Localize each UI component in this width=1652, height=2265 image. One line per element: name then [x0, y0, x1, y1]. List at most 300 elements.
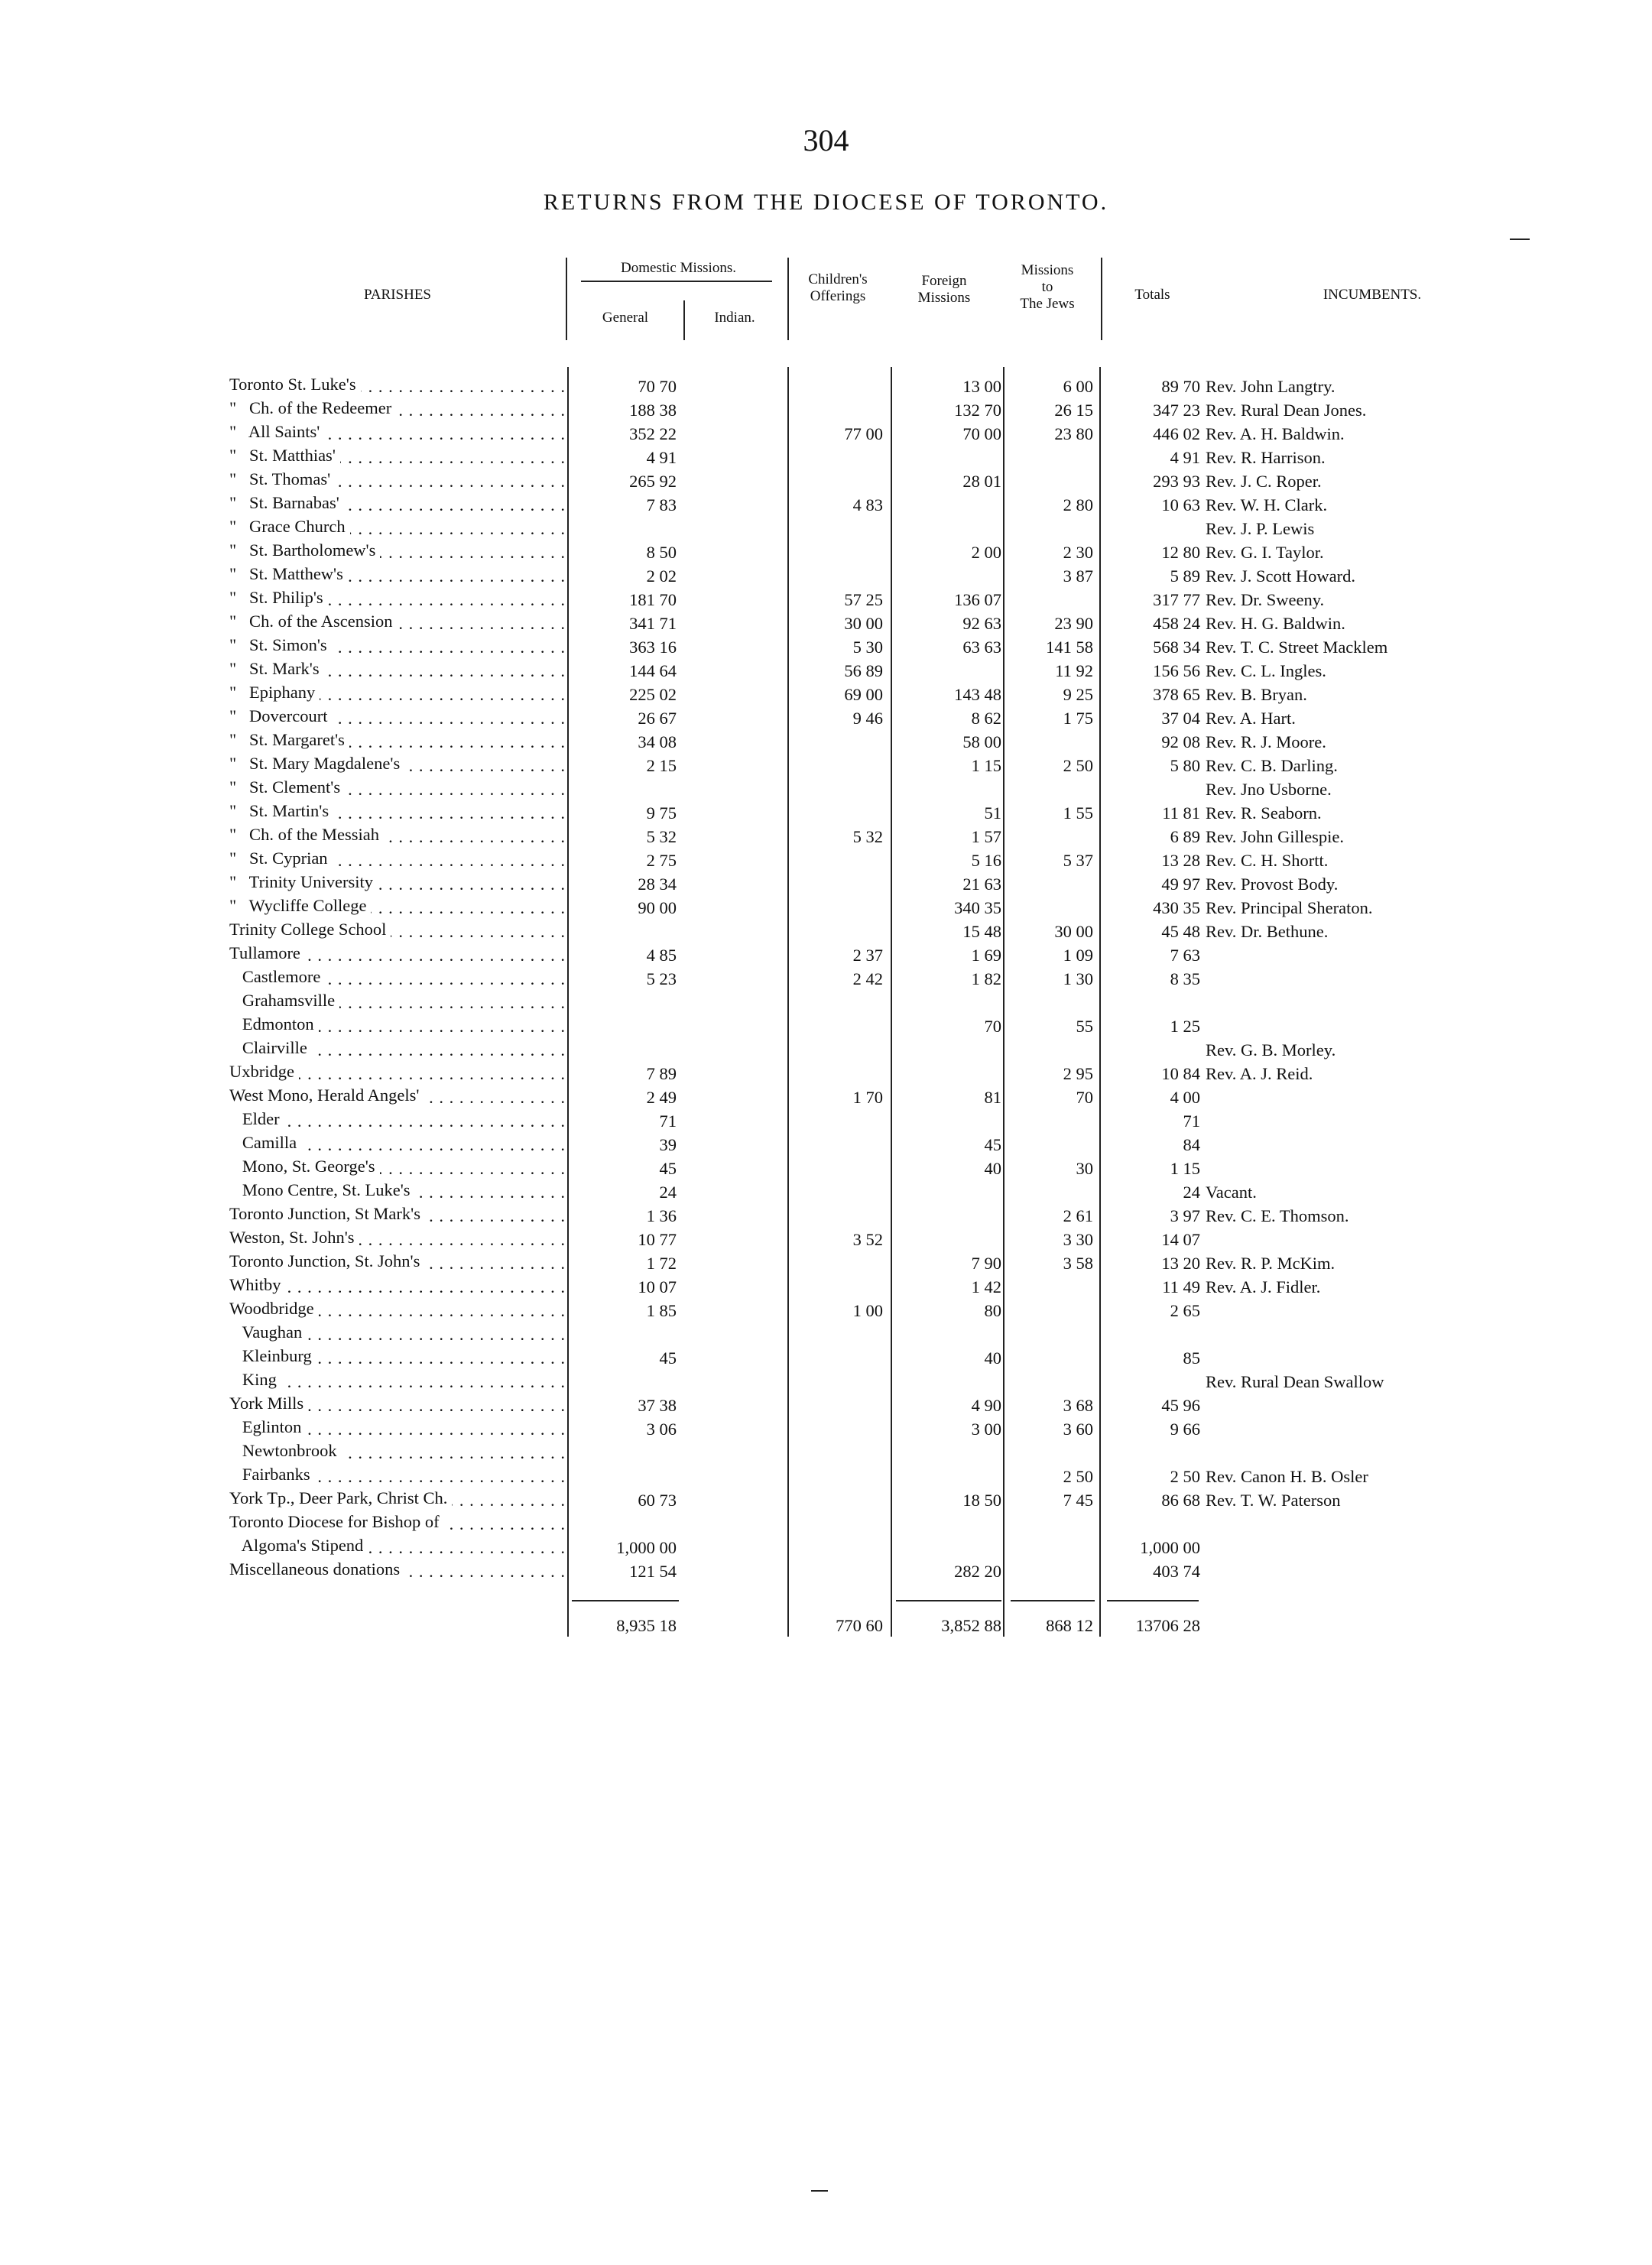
parish-cell — [229, 1417, 566, 1441]
total-cell: 378 65 — [1153, 685, 1200, 704]
table-row — [0, 1085, 1652, 1109]
parish-cell — [229, 1228, 566, 1251]
foreign-cell: 21 63 — [962, 875, 1001, 894]
parish-name: " St. Matthias' — [229, 446, 340, 465]
parish-cell — [229, 825, 566, 849]
table-row — [0, 1559, 1652, 1583]
header-foreign-line2: Missions — [917, 290, 971, 306]
parish-cell — [229, 943, 566, 967]
foreign-cell: 136 07 — [954, 590, 1001, 609]
general-cell: 7 89 — [646, 1064, 677, 1083]
header-incumbents: INCUMBENTS. — [1323, 287, 1422, 303]
table-row — [0, 967, 1652, 991]
foreign-cell: 15 48 — [962, 922, 1001, 941]
table-row — [0, 1488, 1652, 1512]
table-row — [0, 1038, 1652, 1062]
incumbent-cell: Rev. Dr. Sweeny. — [1206, 590, 1325, 609]
total-cell: 4 00 — [1170, 1088, 1200, 1107]
general-cell: 26 67 — [638, 709, 677, 728]
incumbent-cell: Rev. Dr. Bethune. — [1206, 922, 1329, 941]
parish-cell — [229, 1465, 566, 1488]
general-cell: 60 73 — [638, 1491, 677, 1510]
parish-cell — [229, 1109, 566, 1133]
sum-rule — [896, 1600, 1001, 1601]
total-general-cell: 8,935 18 — [616, 1616, 677, 1635]
general-cell: 352 22 — [629, 424, 677, 443]
total-children-cell: 770 60 — [836, 1616, 883, 1635]
header-parishes: PARISHES — [363, 287, 431, 303]
parish-name: Clairville — [229, 1038, 312, 1057]
total-cell: 430 35 — [1153, 898, 1200, 917]
total-cell: 84 — [1183, 1135, 1200, 1154]
table-row — [0, 422, 1652, 446]
table-row — [0, 1014, 1652, 1038]
general-cell: 71 — [659, 1111, 677, 1131]
parish-cell — [229, 564, 566, 588]
table-row — [0, 564, 1652, 588]
general-cell: 10 07 — [638, 1277, 677, 1296]
table-row — [0, 1062, 1652, 1085]
parish-name: West Mono, Herald Angels' — [229, 1085, 424, 1105]
jews-cell: 1 30 — [1063, 969, 1093, 988]
parish-cell — [229, 1133, 566, 1157]
general-cell: 1 85 — [646, 1301, 677, 1320]
header-jews — [994, 262, 1101, 313]
total-cell: 71 — [1183, 1111, 1200, 1131]
children-cell: 2 37 — [852, 946, 883, 965]
total-cell: 5 80 — [1170, 756, 1200, 775]
parish-name: Whitby — [229, 1275, 286, 1294]
parish-name: York Tp., Deer Park, Christ Ch. — [229, 1488, 452, 1507]
general-cell: 70 70 — [638, 377, 677, 396]
incumbent-cell: Rev. C. L. Ingles. — [1206, 661, 1326, 680]
jews-cell: 26 15 — [1054, 401, 1093, 420]
table-row — [0, 612, 1652, 635]
parish-cell — [229, 1157, 566, 1180]
jews-cell: 2 30 — [1063, 543, 1093, 562]
total-cell: 13 28 — [1161, 851, 1200, 870]
jews-cell: 11 92 — [1055, 661, 1093, 680]
general-cell: 2 02 — [646, 566, 677, 586]
incumbent-cell: Rev. T. C. Street Macklem — [1206, 638, 1388, 657]
parish-cell — [229, 1488, 566, 1512]
general-cell: 181 70 — [629, 590, 677, 609]
parish-name: " Ch. of the Ascension — [229, 612, 398, 631]
jews-cell: 2 80 — [1063, 495, 1093, 514]
table-row — [0, 446, 1652, 469]
foreign-cell: 2 00 — [971, 543, 1001, 562]
parish-name: " Trinity University — [229, 872, 378, 891]
parish-cell — [229, 1441, 566, 1465]
parish-cell — [229, 635, 566, 659]
incumbent-cell: Rev. Principal Sheraton. — [1206, 898, 1373, 917]
table-row — [0, 517, 1652, 540]
incumbent-cell: Rev. John Gillespie. — [1206, 827, 1345, 846]
general-cell: 225 02 — [629, 685, 677, 704]
header-children-line2: Offerings — [810, 288, 866, 304]
total-foreign-cell: 3,852 88 — [941, 1616, 1001, 1635]
total-cell: 568 34 — [1153, 638, 1200, 657]
parish-cell — [229, 777, 566, 801]
parish-name: " St. Clement's — [229, 777, 345, 797]
incumbent-cell: Rev. Jno Usborne. — [1206, 780, 1332, 799]
header-jews-line3: The Jews — [1020, 296, 1075, 312]
parish-name: " Ch. of the Redeemer — [229, 398, 396, 417]
parish-name: Fairbanks — [229, 1465, 315, 1484]
general-cell: 7 83 — [646, 495, 677, 514]
parish-cell — [229, 849, 566, 872]
total-cell: 89 70 — [1161, 377, 1200, 396]
general-cell: 39 — [659, 1135, 677, 1154]
parish-cell — [229, 1275, 566, 1299]
jews-cell: 7 45 — [1063, 1491, 1093, 1510]
parish-name: " St. Bartholomew's — [229, 540, 380, 560]
parish-name: Algoma's Stipend — [229, 1536, 368, 1555]
parish-name: Toronto Diocese for Bishop of — [229, 1512, 444, 1531]
incumbent-cell: Rev. Rural Dean Jones. — [1206, 401, 1367, 420]
table-row — [0, 493, 1652, 517]
incumbent-cell: Rev. J. Scott Howard. — [1206, 566, 1356, 586]
total-cell: 49 97 — [1161, 875, 1200, 894]
incumbent-cell: Rev. C. H. Shortt. — [1206, 851, 1329, 870]
header-foreign-line1: Foreign — [921, 273, 967, 289]
parish-name: " St. Margaret's — [229, 730, 349, 749]
jews-cell: 2 50 — [1063, 756, 1093, 775]
parish-cell — [229, 422, 566, 446]
table-header — [0, 256, 1652, 348]
foreign-cell: 70 — [984, 1017, 1001, 1036]
parish-cell — [229, 446, 566, 469]
total-cell: 1 25 — [1170, 1017, 1200, 1036]
parish-cell — [229, 683, 566, 706]
table-row — [0, 754, 1652, 777]
page-title: RETURNS FROM THE DIOCESE OF TORONTO. — [543, 190, 1109, 215]
total-cell: 4 91 — [1170, 448, 1200, 467]
foreign-cell: 40 — [984, 1159, 1001, 1178]
foreign-cell: 58 00 — [962, 732, 1001, 751]
general-cell: 341 71 — [629, 614, 677, 633]
table-row — [0, 1465, 1652, 1488]
foreign-cell: 1 69 — [971, 946, 1001, 965]
parish-cell — [229, 706, 566, 730]
sum-rule — [1107, 1600, 1199, 1601]
foreign-cell: 1 42 — [971, 1277, 1001, 1296]
foreign-cell: 63 63 — [962, 638, 1001, 657]
children-cell: 1 00 — [852, 1301, 883, 1320]
table-row — [0, 1417, 1652, 1441]
parish-cell — [229, 967, 566, 991]
incumbent-cell: Rev. J. P. Lewis — [1206, 519, 1315, 538]
jews-cell: 141 58 — [1046, 638, 1093, 657]
parish-name: Kleinburg — [229, 1346, 316, 1365]
total-cell: 10 84 — [1161, 1064, 1200, 1083]
parish-name: Tullamore — [229, 943, 305, 962]
parish-cell — [229, 991, 566, 1014]
children-cell: 9 46 — [852, 709, 883, 728]
jews-cell: 30 — [1076, 1159, 1093, 1178]
jews-cell: 5 37 — [1063, 851, 1093, 870]
table-row — [0, 706, 1652, 730]
totals-row — [0, 1614, 1652, 1637]
general-cell: 1 36 — [646, 1206, 677, 1225]
foreign-cell: 28 01 — [962, 472, 1001, 491]
total-cell: 7 63 — [1170, 946, 1200, 965]
total-cell: 11 49 — [1162, 1277, 1200, 1296]
parish-cell — [229, 1346, 566, 1370]
foreign-cell: 13 00 — [962, 377, 1001, 396]
parish-cell — [229, 1251, 566, 1275]
table-row — [0, 683, 1652, 706]
parish-cell — [229, 1370, 566, 1394]
column-rule — [891, 367, 892, 1637]
foreign-cell: 132 70 — [954, 401, 1001, 420]
incumbent-cell: Rev. R. J. Moore. — [1206, 732, 1326, 751]
parish-name: " St. Philip's — [229, 588, 328, 607]
total-total-cell: 13706 28 — [1135, 1616, 1200, 1635]
table-row — [0, 1157, 1652, 1180]
incumbent-cell: Rev. A. J. Reid. — [1206, 1064, 1313, 1083]
foreign-cell: 81 — [984, 1088, 1001, 1107]
table-row — [0, 398, 1652, 422]
foreign-cell: 8 62 — [971, 709, 1001, 728]
general-cell: 10 77 — [638, 1230, 677, 1249]
parish-cell — [229, 730, 566, 754]
general-cell: 5 32 — [646, 827, 677, 846]
total-cell: 403 74 — [1153, 1562, 1200, 1581]
sum-rule — [1011, 1600, 1095, 1601]
parish-cell — [229, 754, 566, 777]
table-row — [0, 991, 1652, 1014]
parish-cell — [229, 375, 566, 398]
parish-name: Grahamsville — [229, 991, 339, 1010]
parish-cell — [229, 1559, 566, 1583]
total-cell: 458 24 — [1153, 614, 1200, 633]
margin-dash — [811, 2190, 828, 2192]
parish-cell — [229, 896, 566, 920]
children-cell: 1 70 — [852, 1088, 883, 1107]
incumbent-cell: Rev. T. W. Paterson — [1206, 1491, 1341, 1510]
parish-cell — [229, 517, 566, 540]
incumbent-cell: Rev. Provost Body. — [1206, 875, 1339, 894]
parish-cell — [229, 1536, 566, 1559]
table-row — [0, 1512, 1652, 1536]
total-cell: 11 81 — [1162, 803, 1200, 823]
page-number: 304 — [803, 123, 849, 157]
parish-name: " Wycliffe College — [229, 896, 371, 915]
total-cell: 317 77 — [1153, 590, 1200, 609]
margin-dash — [1510, 239, 1530, 240]
children-cell: 77 00 — [844, 424, 883, 443]
jews-cell: 2 50 — [1063, 1467, 1093, 1486]
foreign-cell: 45 — [984, 1135, 1001, 1154]
total-cell: 85 — [1183, 1348, 1200, 1368]
table-row — [0, 1370, 1652, 1394]
parish-cell — [229, 1204, 566, 1228]
parish-cell — [229, 1085, 566, 1109]
parish-cell — [229, 1322, 566, 1346]
parish-name: Elder — [229, 1109, 284, 1128]
header-rule — [1101, 258, 1102, 340]
foreign-cell: 70 00 — [962, 424, 1001, 443]
jews-cell: 9 25 — [1063, 685, 1093, 704]
column-rule — [787, 367, 789, 1637]
foreign-cell: 1 57 — [971, 827, 1001, 846]
general-cell: 1 72 — [646, 1254, 677, 1273]
incumbent-cell: Rev. A. J. Fidler. — [1206, 1277, 1321, 1296]
general-cell: 4 91 — [646, 448, 677, 467]
table-row — [0, 730, 1652, 754]
incumbent-cell: Rev. A. Hart. — [1206, 709, 1296, 728]
total-cell: 347 23 — [1153, 401, 1200, 420]
parish-name: " Ch. of the Messiah — [229, 825, 384, 844]
parish-cell — [229, 659, 566, 683]
parish-name: Eglinton — [229, 1417, 306, 1436]
parish-name: " St. Martin's — [229, 801, 333, 820]
children-cell: 5 30 — [852, 638, 883, 657]
foreign-cell: 18 50 — [962, 1491, 1001, 1510]
parish-name: " Grace Church — [229, 517, 350, 536]
children-cell: 3 52 — [852, 1230, 883, 1249]
parish-cell — [229, 1394, 566, 1417]
children-cell: 56 89 — [844, 661, 883, 680]
parish-name: " Epiphany — [229, 683, 320, 702]
table-row — [0, 1251, 1652, 1275]
table-row — [0, 1275, 1652, 1299]
children-cell: 69 00 — [844, 685, 883, 704]
parish-name: Uxbridge — [229, 1062, 299, 1081]
general-cell: 90 00 — [638, 898, 677, 917]
foreign-cell: 80 — [984, 1301, 1001, 1320]
jews-cell: 1 75 — [1063, 709, 1093, 728]
children-cell: 2 42 — [852, 969, 883, 988]
column-rule — [567, 367, 569, 1637]
parish-cell — [229, 540, 566, 564]
parish-name: " St. Mary Magdalene's — [229, 754, 404, 773]
jews-cell: 3 68 — [1063, 1396, 1093, 1415]
table-row — [0, 1133, 1652, 1157]
general-cell: 2 75 — [646, 851, 677, 870]
total-cell: 86 68 — [1161, 1491, 1200, 1510]
total-cell: 12 80 — [1161, 543, 1200, 562]
sum-rule — [572, 1600, 679, 1601]
incumbent-cell: Rev. J. C. Roper. — [1206, 472, 1322, 491]
general-cell: 8 50 — [646, 543, 677, 562]
children-cell: 4 83 — [852, 495, 883, 514]
parish-cell — [229, 469, 566, 493]
general-cell: 363 16 — [629, 638, 677, 657]
table-row — [0, 825, 1652, 849]
general-cell: 121 54 — [629, 1562, 677, 1581]
parish-name: Castlemore — [229, 967, 325, 986]
jews-cell: 55 — [1076, 1017, 1093, 1036]
jews-cell: 23 90 — [1054, 614, 1093, 633]
header-general: General — [602, 310, 649, 326]
incumbent-cell: Rev. Rural Dean Swallow — [1206, 1372, 1384, 1391]
table-row — [0, 1536, 1652, 1559]
foreign-cell: 92 63 — [962, 614, 1001, 633]
total-jews-cell: 868 12 — [1046, 1616, 1093, 1635]
total-cell: 10 63 — [1161, 495, 1200, 514]
parish-name: " St. Mark's — [229, 659, 324, 678]
parish-name: " Dovercourt — [229, 706, 333, 725]
parish-name: Edmonton — [229, 1014, 319, 1034]
table-row — [0, 469, 1652, 493]
general-cell: 5 23 — [646, 969, 677, 988]
parish-name: Toronto Junction, St Mark's — [229, 1204, 425, 1223]
general-cell: 45 — [659, 1348, 677, 1368]
header-totals: Totals — [1134, 287, 1170, 303]
table-row — [0, 375, 1652, 398]
total-cell: 14 07 — [1161, 1230, 1200, 1249]
jews-cell: 23 80 — [1054, 424, 1093, 443]
table-row — [0, 920, 1652, 943]
general-cell: 34 08 — [638, 732, 677, 751]
incumbent-cell: Rev. H. G. Baldwin. — [1206, 614, 1345, 633]
total-cell: 2 65 — [1170, 1301, 1200, 1320]
foreign-cell: 340 35 — [954, 898, 1001, 917]
parish-cell — [229, 612, 566, 635]
incumbent-cell: Rev. C. E. Thomson. — [1206, 1206, 1349, 1225]
parish-name: Toronto Junction, St. John's — [229, 1251, 424, 1270]
total-cell: 45 48 — [1161, 922, 1200, 941]
parish-cell — [229, 588, 566, 612]
jews-cell: 6 00 — [1063, 377, 1093, 396]
general-cell: 144 64 — [629, 661, 677, 680]
table-row — [0, 896, 1652, 920]
general-cell: 3 06 — [646, 1420, 677, 1439]
children-cell: 30 00 — [844, 614, 883, 633]
parish-cell — [229, 920, 566, 943]
jews-cell: 3 30 — [1063, 1230, 1093, 1249]
total-cell: 6 89 — [1170, 827, 1200, 846]
table-row — [0, 1346, 1652, 1370]
total-cell: 8 35 — [1170, 969, 1200, 988]
header-indian: Indian. — [714, 310, 755, 326]
table-row — [0, 1109, 1652, 1133]
general-cell: 2 15 — [646, 756, 677, 775]
foreign-cell: 1 82 — [971, 969, 1001, 988]
general-cell: 4 85 — [646, 946, 677, 965]
incumbent-cell: Rev. C. B. Darling. — [1206, 756, 1338, 775]
general-cell: 37 38 — [638, 1396, 677, 1415]
total-cell: 24 — [1183, 1183, 1200, 1202]
total-cell: 446 02 — [1153, 424, 1200, 443]
foreign-cell: 143 48 — [954, 685, 1001, 704]
jews-cell: 2 95 — [1063, 1064, 1093, 1083]
parish-name: Mono, St. George's — [229, 1157, 380, 1176]
general-cell: 188 38 — [629, 401, 677, 420]
general-cell: 1,000 00 — [616, 1538, 677, 1557]
parish-cell — [229, 801, 566, 825]
incumbent-cell: Rev. R. Seaborn. — [1206, 803, 1322, 823]
children-cell: 57 25 — [844, 590, 883, 609]
total-cell: 45 96 — [1161, 1396, 1200, 1415]
parish-name: Toronto St. Luke's — [229, 375, 361, 394]
jews-cell: 30 00 — [1054, 922, 1093, 941]
foreign-cell: 40 — [984, 1348, 1001, 1368]
parish-name: " St. Matthew's — [229, 564, 348, 583]
table-row — [0, 1228, 1652, 1251]
parish-cell — [229, 1014, 566, 1038]
children-cell: 5 32 — [852, 827, 883, 846]
general-cell: 24 — [659, 1183, 677, 1202]
parish-cell — [229, 1180, 566, 1204]
table-row — [0, 588, 1652, 612]
incumbent-cell: Rev. G. I. Taylor. — [1206, 543, 1324, 562]
header-jews-line2: to — [1041, 279, 1053, 295]
parish-name: " St. Simon's — [229, 635, 332, 654]
parish-name: Woodbridge — [229, 1299, 319, 1318]
